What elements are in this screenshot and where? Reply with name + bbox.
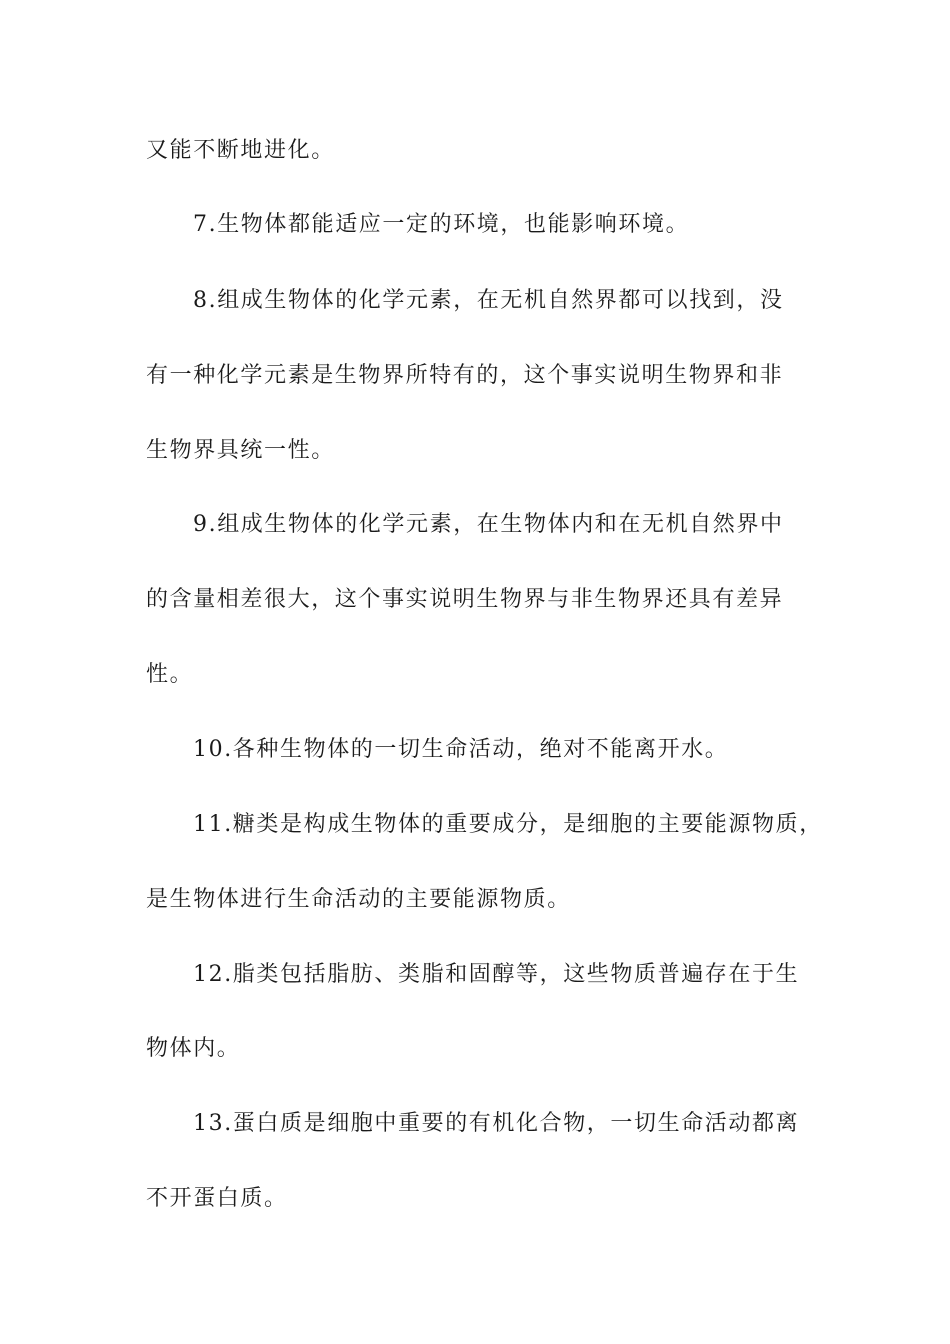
item-7-text: 7.生物体都能适应一定的环境，也能影响环境。 — [193, 212, 690, 237]
item-13-text: 13.蛋白质是细胞中重要的有机化合物，一切生命活动都离 — [193, 1111, 800, 1136]
item-11-text-cont: 是生物体进行生命活动的主要能源物质。 — [146, 887, 571, 912]
item-8-text: 8.组成生物体的化学元素，在无机自然界都可以找到，没 — [193, 288, 784, 313]
item-8-text-cont-2: 生物界具统一性。 — [146, 438, 335, 463]
item-9-text-cont-1: 的含量相差很大，这个事实说明生物界与非生物界还具有差异 — [146, 587, 784, 612]
item-12-text: 12.脂类包括脂肪、类脂和固醇等，这些物质普遍存在于生 — [193, 962, 800, 987]
item-8-text-cont-1: 有一种化学元素是生物界所特有的，这个事实说明生物界和非 — [146, 363, 784, 388]
item-11-text: 11.糖类是构成生物体的重要成分，是细胞的主要能源物质， — [193, 812, 823, 837]
text-line-continuation: 又能不断地进化。 — [146, 138, 335, 163]
item-10-text: 10.各种生物体的一切生命活动，绝对不能离开水。 — [193, 737, 729, 762]
item-9-text-cont-2: 性。 — [146, 662, 194, 687]
item-9-text: 9.组成生物体的化学元素，在生物体内和在无机自然界中 — [193, 512, 784, 537]
item-13-text-cont: 不开蛋白质。 — [146, 1186, 288, 1211]
item-12-text-cont: 物体内。 — [146, 1036, 241, 1061]
